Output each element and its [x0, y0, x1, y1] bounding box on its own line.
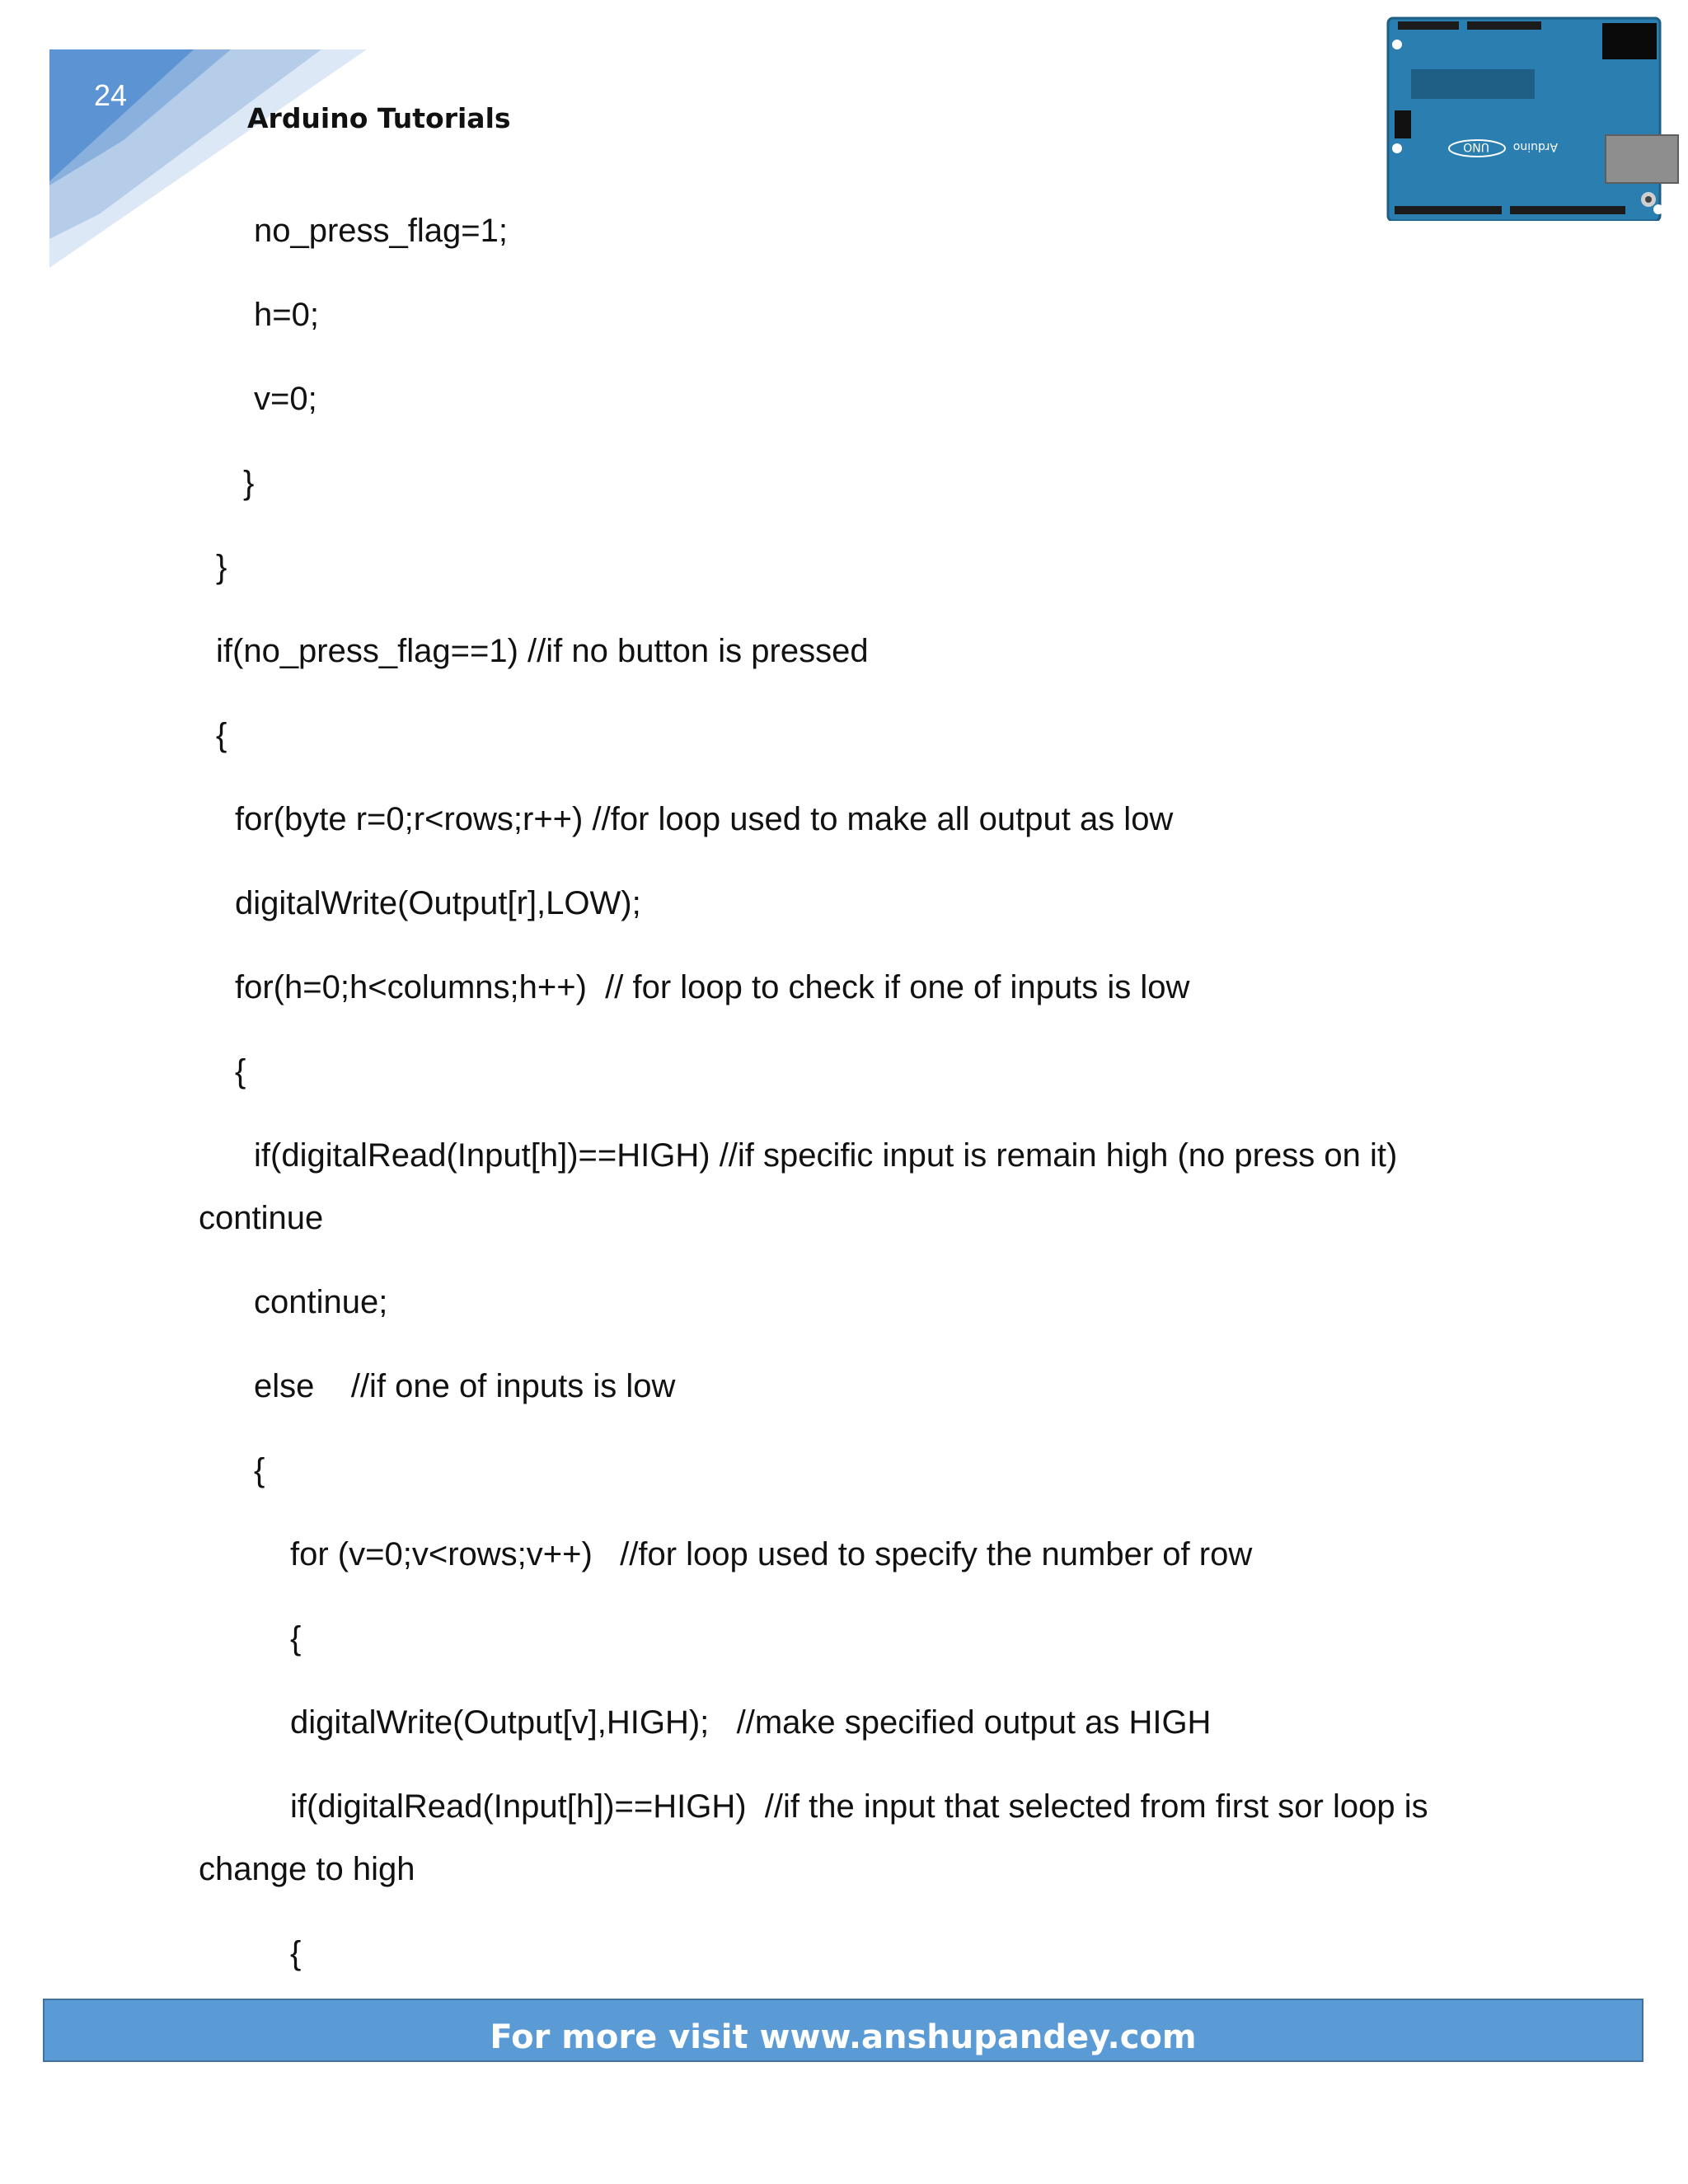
code-line: {: [290, 1935, 302, 1971]
code-line: if(no_press_flag==1) //if no button is pressed: [216, 633, 869, 669]
code-line: for(byte r=0;r<rows;r++) //for loop used to make all output as low: [235, 801, 1174, 837]
code-line: no_press_flag=1;: [254, 213, 509, 249]
footer-bar: [43, 1999, 1643, 2062]
board-brand-label: Arduino: [1512, 140, 1558, 153]
code-line: else //if one of inputs is low: [254, 1368, 676, 1404]
code-line: for (v=0;v<rows;v++) //for loop used to specify the number of row: [290, 1536, 1253, 1572]
code-line: digitalWrite(Output[r],LOW);: [235, 885, 641, 921]
code-line: {: [254, 1452, 265, 1488]
code-line: }: [216, 549, 227, 585]
document-title: Arduino Tutorials: [247, 102, 511, 134]
code-line: {: [290, 1620, 302, 1657]
code-line: if(digitalRead(Input[h])==HIGH) //if the input that selected from first sor loop is: [290, 1788, 1428, 1825]
arduino-board-image: [1386, 12, 1680, 221]
code-line: digitalWrite(Output[v],HIGH); //make specified output as HIGH: [290, 1704, 1212, 1741]
code-line: change to high: [199, 1851, 415, 1887]
code-line: continue: [199, 1200, 324, 1236]
page-number: 24: [94, 78, 128, 112]
footer-link-text[interactable]: For more visit www.anshupandey.com: [490, 2018, 1197, 2056]
code-line: h=0;: [254, 297, 319, 333]
code-line: {: [235, 1053, 246, 1090]
board-model-label: UNO: [1463, 140, 1489, 153]
code-line: continue;: [254, 1284, 388, 1320]
code-line: }: [243, 465, 255, 501]
code-line: for(h=0;h<columns;h++) // for loop to check if one of inputs is low: [235, 969, 1190, 1005]
code-line: {: [216, 717, 227, 753]
code-line: v=0;: [254, 381, 317, 417]
code-line: if(digitalRead(Input[h])==HIGH) //if specific input is remain high (no press on it): [254, 1137, 1398, 1174]
